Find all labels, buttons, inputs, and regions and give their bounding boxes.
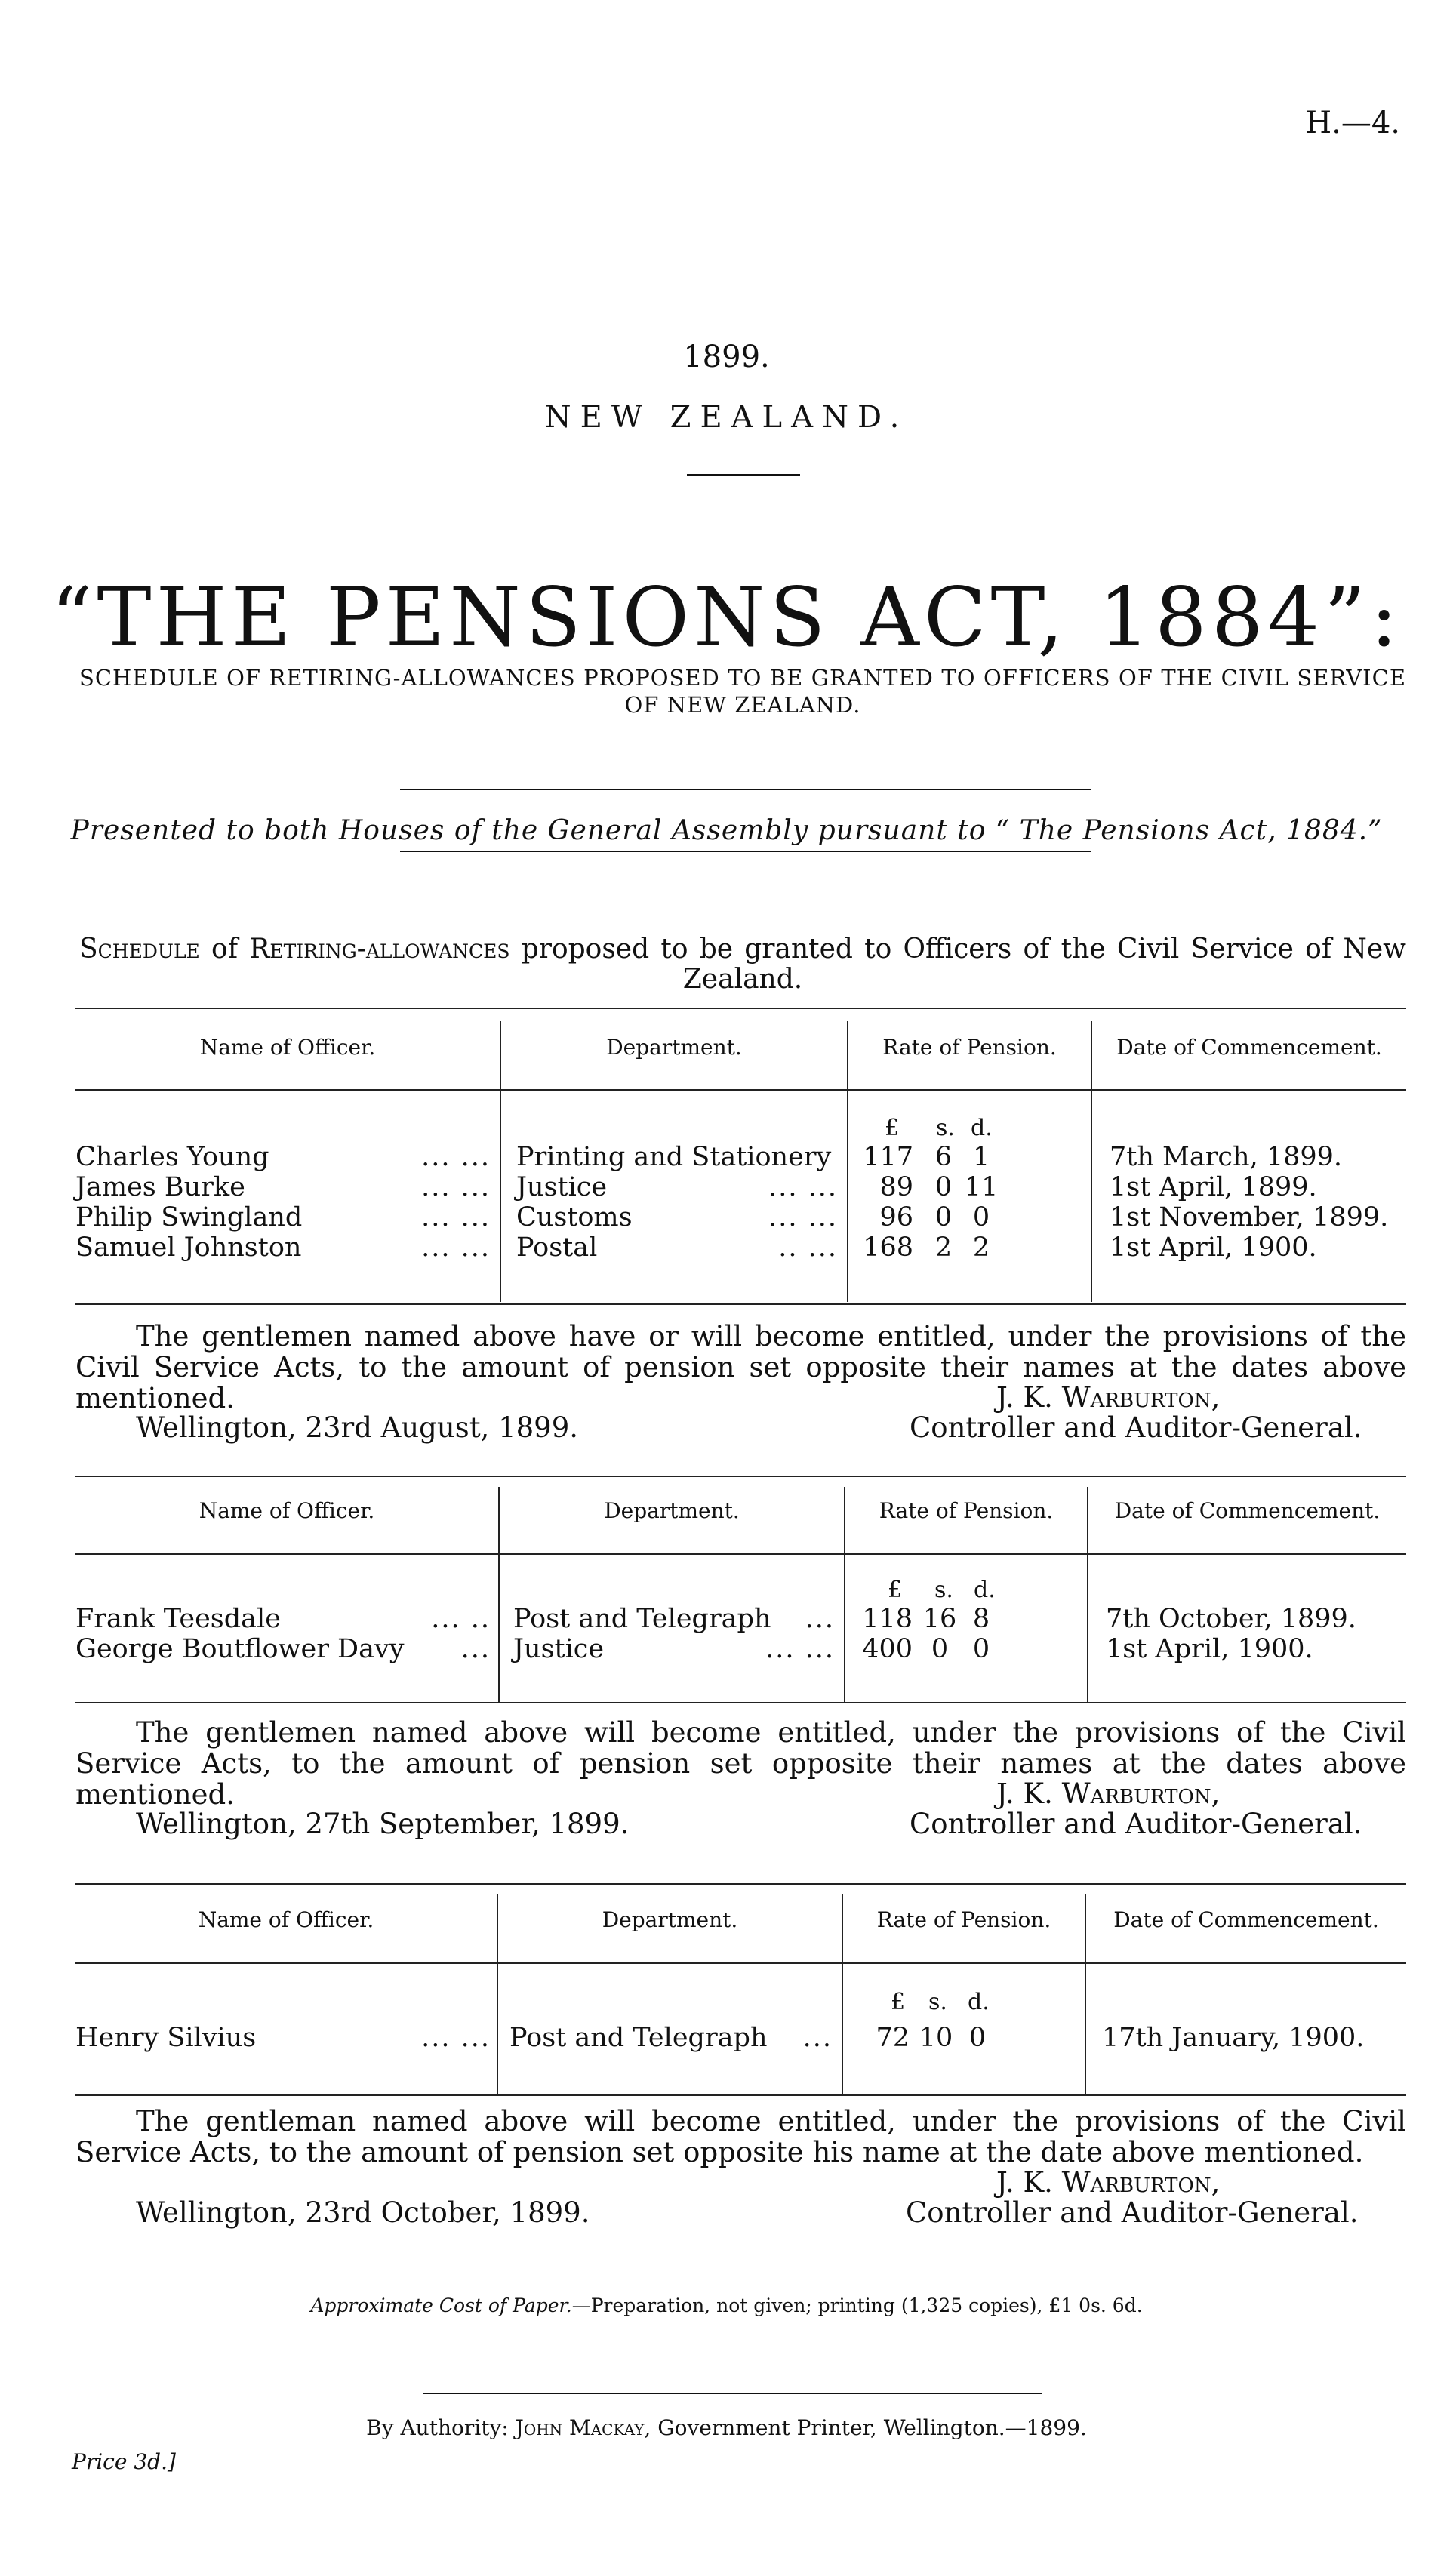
pence-symbol: d. (968, 1989, 990, 2015)
department: Justice (513, 1634, 605, 1664)
officer-name: Frank Teesdale (75, 1604, 281, 1634)
department: Postal (516, 1233, 598, 1263)
leader-dots: ... (805, 1604, 835, 1634)
document-year: 1899. (683, 340, 770, 374)
leader-dots: ... ... (765, 1634, 835, 1664)
schedule-heading (79, 934, 1406, 995)
authority-lead: By Authority: (366, 2415, 516, 2440)
pension-shillings: 6 (934, 1142, 953, 1172)
department: Customs (516, 1202, 633, 1233)
place-date: Wellington, 27th September, 1899. (136, 1808, 630, 1840)
leader-dots: ... ... (421, 1202, 491, 1233)
officer-name: Philip Swingland (75, 1202, 303, 1233)
pension-pence: 0 (972, 1634, 990, 1664)
signatory-title: Controller and Auditor-General. (906, 2196, 1359, 2229)
printer-name: John Mackay (515, 2415, 645, 2440)
leader-dots: ... ... (768, 1172, 838, 1202)
department: Post and Telegraph (509, 2023, 768, 2053)
department: Post and Telegraph (513, 1604, 771, 1634)
commencement-date: 1st April, 1900. (1110, 1233, 1317, 1263)
pounds-symbol: £ (888, 1577, 903, 1603)
column-divider (847, 1021, 848, 1302)
authority-rest: , Government Printer, Wellington.—1899. (644, 2415, 1087, 2440)
column-header-rate: Rate of Pension. (876, 1907, 1051, 1932)
pounds-symbol: £ (891, 1989, 906, 2015)
pension-table-3 (75, 1883, 1406, 2102)
divider (400, 851, 1091, 852)
commencement-date: 7th October, 1899. (1106, 1604, 1356, 1634)
document-title: “THE PENSIONS ACT, 1884”: (51, 571, 1402, 665)
schedule-heading-lead-2: Retiring-allowances (249, 934, 510, 965)
pension-shillings: 16 (922, 1604, 957, 1634)
department: Justice (516, 1172, 608, 1202)
pension-pence: 0 (972, 1202, 990, 1233)
table-rule (75, 1553, 1406, 1555)
document-reference: H.—4. (1305, 106, 1400, 140)
pension-pence: 2 (972, 1233, 990, 1263)
column-header-name: Name of Officer. (199, 1035, 376, 1060)
leader-dots: ... .. (431, 1604, 491, 1634)
divider (687, 474, 800, 476)
entitlement-note: The gentlemen named above will become entitled, under the provisions of the Civil Service Acts, to the amount of pension set opposite their names at the dates above mentioned. (75, 1716, 1406, 1811)
pence-symbol: d. (974, 1577, 996, 1603)
column-header-name: Name of Officer. (199, 1498, 375, 1523)
signatory-name: J. K. Warburton, (996, 2166, 1221, 2199)
divider (423, 2393, 1042, 2394)
divider (400, 789, 1091, 790)
table-rule (75, 1089, 1406, 1091)
leader-dots: ... ... (421, 2023, 491, 2053)
leader-dots: ... (460, 1634, 491, 1664)
cost-of-paper (0, 2294, 1453, 2316)
signatory-name: J. K. Warburton, (996, 1381, 1221, 1414)
document-subtitle: SCHEDULE OF RETIRING-ALLOWANCES PROPOSED TO BE GRANTED TO OFFICERS OF THE CIVIL SERVICE OF NEW ZEALAND. (79, 665, 1406, 718)
pension-pounds: 168 (863, 1233, 913, 1263)
place-date: Wellington, 23rd October, 1899. (136, 2196, 590, 2229)
pension-pounds: 72 (876, 2023, 910, 2053)
table-rule (75, 1962, 1406, 1964)
commencement-date: 7th March, 1899. (1110, 1142, 1343, 1172)
table-rule (75, 1702, 1406, 1703)
table-rule (75, 2094, 1406, 2096)
column-header-department: Department. (604, 1498, 740, 1523)
pension-pence: 1 (972, 1142, 990, 1172)
officer-name: George Boutflower Davy (75, 1634, 405, 1664)
place-date: Wellington, 23rd August, 1899. (136, 1411, 579, 1444)
pension-pounds: 89 (879, 1172, 913, 1202)
column-header-department: Department. (606, 1035, 742, 1060)
column-divider (1091, 1021, 1092, 1302)
column-header-date: Date of Commencement. (1113, 1907, 1379, 1932)
leader-dots: ... ... (421, 1142, 491, 1172)
pension-pounds: 118 (862, 1604, 913, 1634)
pension-pounds: 400 (862, 1634, 913, 1664)
pension-pounds: 96 (879, 1202, 913, 1233)
pension-shillings: 10 (919, 2023, 953, 2053)
column-header-rate: Rate of Pension. (879, 1498, 1054, 1523)
pension-table-2 (75, 1476, 1406, 1710)
shillings-symbol: s. (936, 1115, 955, 1141)
column-header-rate: Rate of Pension. (882, 1035, 1057, 1060)
column-header-department: Department. (602, 1907, 738, 1932)
printer-authority (0, 2415, 1453, 2440)
pension-shillings: 0 (934, 1172, 953, 1202)
pension-shillings: 0 (931, 1634, 949, 1664)
leader-dots: ... ... (768, 1202, 838, 1233)
officer-name: Samuel Johnston (75, 1233, 302, 1263)
pension-pounds: 117 (863, 1142, 913, 1172)
presented-notice: Presented to both Houses of the General Assembly pursuant to “ The Pensions Act, 1884.” (70, 815, 1383, 846)
pension-pence: 0 (968, 2023, 987, 2053)
leader-dots: ... ... (421, 1172, 491, 1202)
cost-label: Approximate Cost of Paper. (310, 2294, 572, 2316)
commencement-date: 17th January, 1900. (1102, 2023, 1365, 2053)
table-rule (75, 1883, 1406, 1885)
signatory-title: Controller and Auditor-General. (910, 1808, 1362, 1840)
table-rule (75, 1303, 1406, 1305)
pension-pence: 8 (972, 1604, 990, 1634)
leader-dots: .. ... (778, 1233, 838, 1263)
price-note: Price 3d.] (72, 2449, 176, 2474)
leader-dots: ... (802, 2023, 833, 2053)
leader-dots: ... ... (421, 1233, 491, 1263)
pension-pence: 11 (964, 1172, 999, 1202)
pension-shillings: 2 (934, 1233, 953, 1263)
commencement-date: 1st November, 1899. (1110, 1202, 1389, 1233)
signatory-title: Controller and Auditor-General. (910, 1411, 1362, 1444)
pence-symbol: d. (971, 1115, 993, 1141)
shillings-symbol: s. (934, 1577, 953, 1603)
entitlement-note: The gentleman named above will become entitled, under the provisions of the Civil Service Acts, to the amount of pension set opposite his name at the date above mentioned. (75, 2105, 1406, 2168)
commencement-date: 1st April, 1900. (1106, 1634, 1313, 1664)
department: Printing and Stationery (516, 1142, 832, 1172)
column-header-date: Date of Commencement. (1116, 1035, 1382, 1060)
column-header-name: Name of Officer. (198, 1907, 374, 1932)
column-divider (500, 1021, 501, 1302)
table-rule (75, 1008, 1406, 1009)
officer-name: Henry Silvius (75, 2023, 257, 2053)
schedule-heading-of: of (199, 934, 250, 965)
signatory-name: J. K. Warburton, (996, 1777, 1221, 1810)
officer-name: Charles Young (75, 1142, 269, 1172)
commencement-date: 1st April, 1899. (1110, 1172, 1317, 1202)
country-heading: NEW ZEALAND. (544, 400, 909, 435)
shillings-symbol: s. (928, 1989, 947, 2015)
pension-table-1 (75, 1008, 1406, 1310)
table-rule (75, 1476, 1406, 1477)
pounds-symbol: £ (885, 1115, 900, 1141)
schedule-heading-lead: Schedule (79, 934, 200, 965)
cost-text: —Preparation, not given; printing (1,325 copies), £1 0s. 6d. (571, 2294, 1143, 2316)
pension-shillings: 0 (934, 1202, 953, 1233)
schedule-heading-rest: proposed to be granted to Officers of the Civil Service of New Zealand. (509, 934, 1406, 995)
column-header-date: Date of Commencement. (1114, 1498, 1381, 1523)
officer-name: James Burke (75, 1172, 245, 1202)
entitlement-note: The gentlemen named above have or will become entitled, under the provisions of the Civil Service Acts, to the amount of pension set opposite their names at the dates above mentioned. (75, 1320, 1406, 1414)
